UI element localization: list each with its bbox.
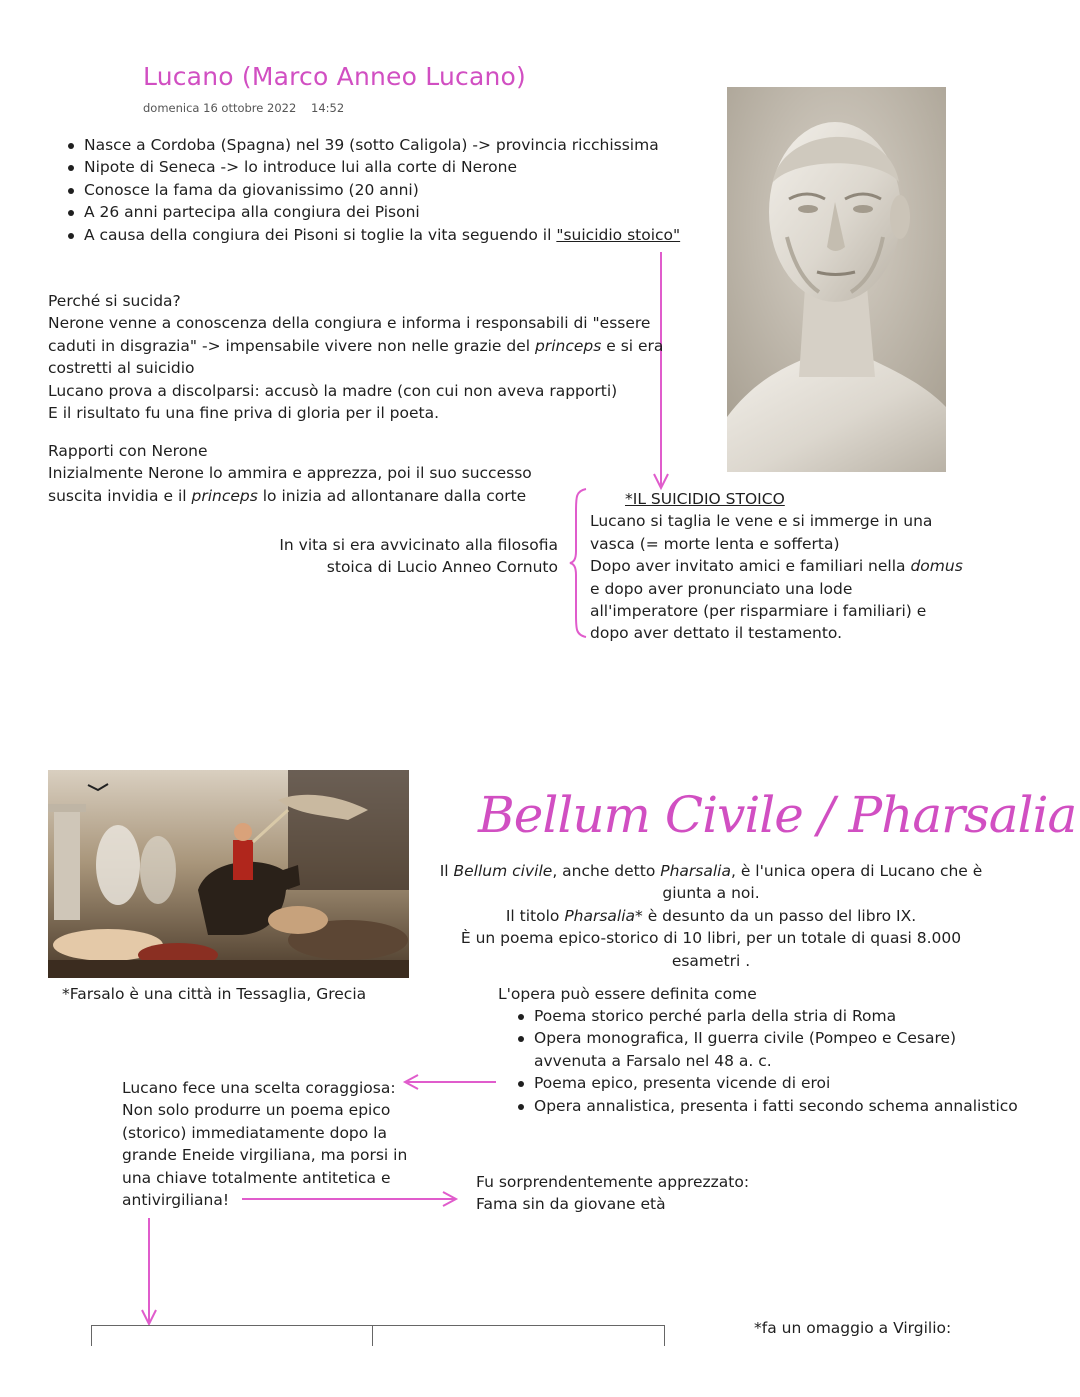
script-title-graphic <box>478 772 1077 852</box>
poem-text: Il titolo <box>505 906 565 925</box>
nero-line <box>48 485 588 507</box>
fame-line: Fu sorprendentemente apprezzato: <box>476 1173 750 1191</box>
why-line: E il risultato fu una fine priva di gloria per il poeta. <box>48 404 440 423</box>
partial-table <box>91 1325 665 1346</box>
stoic-suicide-section <box>590 488 970 645</box>
nero-heading: Rapporti con Nerone <box>48 442 208 460</box>
bio-item <box>66 224 726 246</box>
bio-item: Nipote di Seneca -> lo introduce lui alla corte di Nerone <box>66 156 726 178</box>
painting-illustration <box>48 770 409 978</box>
stoic-text: Dopo aver invitato amici e familiari nella <box>590 557 911 576</box>
choice-line: grande Eneide virgiliana, ma porsi in <box>122 1146 408 1165</box>
poem-italic: Pharsalia* <box>564 906 643 925</box>
choice-line: (storico) immediatamente dopo la <box>122 1123 387 1142</box>
poem-italic: Bellum civile <box>453 862 553 880</box>
why-text: e si era <box>601 336 664 355</box>
bio-item: Conosce la fama da giovanissimo (20 anni) <box>66 179 726 201</box>
homage-note: *fa un omaggio a Virgilio: <box>754 1319 952 1337</box>
bust-illustration <box>727 87 946 472</box>
definition-text: avvenuta a Farsalo nel 48 a. c. <box>534 1051 772 1070</box>
suicide-stoico-link[interactable]: "suicidio stoico" <box>556 225 681 244</box>
bellum-civile-title <box>478 772 1077 852</box>
curly-brace-icon <box>568 487 590 639</box>
note-time: 14:52 <box>311 101 345 115</box>
why-italic: princeps <box>534 336 602 355</box>
marble-bust-image <box>727 87 946 472</box>
table-divider <box>372 1326 373 1346</box>
definition-item: Poema storico perché parla della stria di Roma <box>516 1005 1061 1027</box>
note-date: domenica 16 ottobre 2022 <box>143 101 297 115</box>
nero-line: Inizialmente Nerone lo ammira e apprezza, poi il suo successo <box>48 464 532 483</box>
definition-intro: L'opera può essere definita come <box>498 985 757 1003</box>
choice-line: antivirgiliana! <box>122 1191 230 1210</box>
stoic-line: dopo aver dettato il testamento. <box>590 624 843 643</box>
poem-line: giunta a noi. <box>662 884 760 903</box>
poem-italic: Pharsalia <box>660 862 731 880</box>
bio-list <box>66 134 726 246</box>
stoic-heading: *IL SUICIDIO STOICO <box>625 490 785 508</box>
nero-italic: princeps <box>191 486 258 505</box>
poem-text: Il <box>439 862 454 880</box>
why-line: Lucano prova a discolparsi: accusò la madre (con cui non aveva rapporti) <box>48 381 618 400</box>
left-arrow-icon <box>402 1074 498 1090</box>
poem-line <box>425 860 997 882</box>
bio-item: A 26 anni partecipa alla congiura dei Pisoni <box>66 201 726 223</box>
poem-text: è desunto da un passo del libro IX. <box>642 906 917 925</box>
why-line: costretti al suicidio <box>48 359 195 378</box>
right-arrow-icon <box>240 1191 460 1207</box>
poem-line <box>425 905 997 927</box>
definition-text: Opera monografica, II guerra civile (Pompeo e Cesare) <box>534 1029 957 1048</box>
stoic-line: all'imperatore (per risparmiare i familiari) e <box>590 602 927 621</box>
nero-text: suscita invidia e il <box>48 486 192 505</box>
poem-line: È un poema epico-storico di 10 libri, per un totale di quasi 8.000 esametri . <box>460 929 962 970</box>
choice-line: una chiave totalmente antitetica e <box>122 1168 391 1187</box>
philosophy-line: In vita si era avvicinato alla filosofia <box>279 536 558 554</box>
why-line: Nerone venne a conoscenza della congiura e informa i responsabili di "essere <box>48 314 651 333</box>
stoic-line <box>590 555 970 577</box>
down-arrow-icon <box>138 1218 160 1326</box>
definition-list <box>516 1005 1061 1117</box>
fame-section <box>476 1171 796 1216</box>
nero-text: lo inizia ad allontanare dalla corte <box>257 486 527 505</box>
definition-item <box>516 1027 1061 1072</box>
philosophy-note <box>270 534 558 579</box>
why-section <box>48 290 688 424</box>
why-text: caduti in disgrazia" -> impensabile vivere non nelle grazie del <box>48 336 535 355</box>
definition-item: Opera annalistica, presenta i fatti secondo schema annalistico <box>516 1095 1061 1117</box>
philosophy-line: stoica di Lucio Anneo Cornuto <box>326 558 558 577</box>
poem-description <box>425 860 997 972</box>
choice-line: Non solo produrre un poema epico <box>122 1101 391 1120</box>
fame-line: Fama sin da giovane età <box>476 1195 666 1214</box>
poem-text: , anche detto <box>552 862 661 880</box>
definition-item: Poema epico, presenta vicende di eroi <box>516 1072 1061 1094</box>
why-heading: Perché si sucida? <box>48 292 181 310</box>
stoic-line: e dopo aver pronunciato una lode <box>590 579 853 598</box>
page-title: Lucano (Marco Anneo Lucano) <box>143 62 526 91</box>
battle-painting-image <box>48 770 409 978</box>
bio-item-text: A causa della congiura dei Pisoni si toglie la vita seguendo il <box>84 225 557 244</box>
script-title-text: Bellum Civile / Pharsalia <box>478 786 1077 844</box>
why-line <box>48 335 688 357</box>
painting-caption: *Farsalo è una città in Tessaglia, Grecia <box>62 985 367 1003</box>
poem-text: , è l'unica opera di Lucano che è <box>730 862 983 880</box>
stoic-line: Lucano si taglia le vene e si immerge in una <box>590 512 933 531</box>
nero-section <box>48 440 588 507</box>
stoic-line: vasca (= morte lenta e sofferta) <box>590 534 840 553</box>
bio-item: Nasce a Cordoba (Spagna) nel 39 (sotto Caligola) -> provincia ricchissima <box>66 134 726 156</box>
choice-line: Lucano fece una scelta coraggiosa: <box>122 1079 396 1097</box>
stoic-italic: domus <box>910 557 963 576</box>
